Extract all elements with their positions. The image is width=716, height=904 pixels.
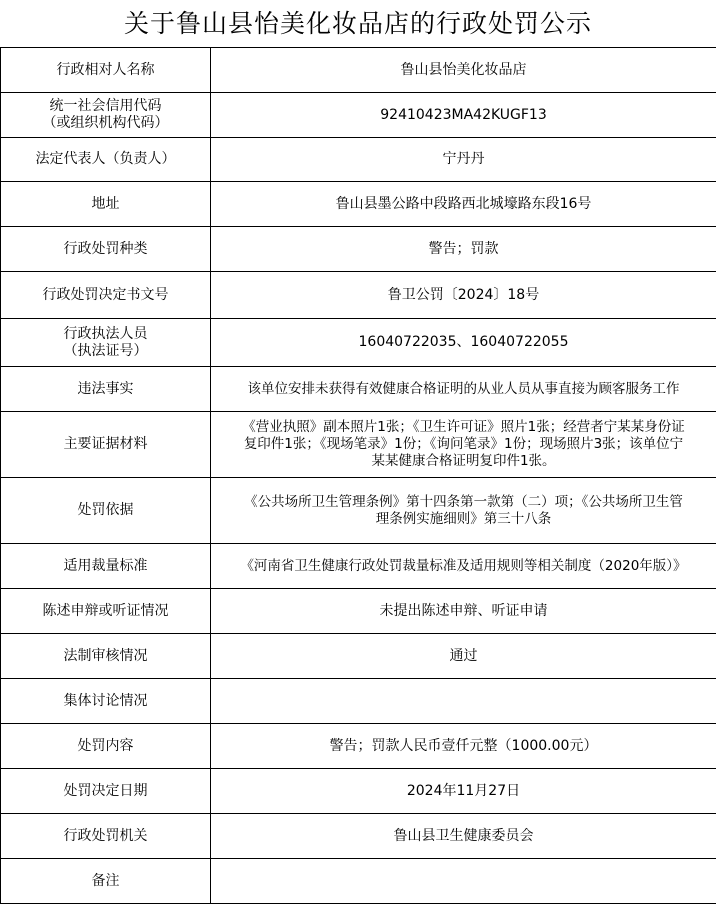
table-row (1, 319, 716, 367)
row-label-line: 行政处罚种类 (63, 240, 148, 257)
row-value-line: 2024年11月27日 (406, 782, 521, 799)
row-value (211, 769, 716, 814)
row-label-line: 处罚依据 (77, 502, 134, 518)
row-label (1, 48, 211, 93)
row-label (1, 859, 211, 904)
row-label-line: 处罚内容 (77, 737, 134, 754)
row-label (1, 724, 211, 769)
row-value (211, 478, 716, 544)
row-value-line: 鲁卫公罚〔2024〕18号 (387, 286, 540, 303)
row-label (1, 412, 211, 478)
row-label (1, 272, 211, 319)
row-value-line: 该单位安排未获得有效健康合格证明的从业人员从事直接为顾客服务工作 (247, 380, 680, 397)
row-value (211, 48, 716, 93)
row-value (211, 227, 716, 272)
row-value (211, 859, 716, 904)
row-value (211, 679, 716, 724)
table-row (1, 367, 716, 412)
table-row (1, 814, 716, 859)
row-value-line: 警告；罚款人民币壹仟元整（1000.00元） (329, 737, 598, 754)
row-label (1, 769, 211, 814)
row-label-line: 适用裁量标准 (63, 557, 148, 574)
row-value (211, 138, 716, 182)
row-value-line: 理条例实施细则》第三十八条 (375, 510, 552, 527)
row-label (1, 544, 211, 589)
row-value-line: 《公共场所卫生管理条例》第十四条第一款第（二）项；《公共场所卫生管 (244, 493, 683, 510)
row-value-line: 警告；罚款 (428, 240, 499, 257)
row-value-line: 宁丹丹 (442, 151, 485, 167)
row-label-line: 地址 (91, 195, 120, 212)
row-label (1, 227, 211, 272)
row-label (1, 367, 211, 412)
row-label-line: 违法事实 (77, 380, 134, 397)
row-value-line: 未提出陈述申辩、听证申请 (379, 602, 548, 619)
row-label-line: 法制审核情况 (63, 647, 148, 664)
row-label (1, 138, 211, 182)
row-label (1, 319, 211, 367)
row-label (1, 814, 211, 859)
row-label-line: 备注 (91, 872, 120, 889)
row-value-line: 《营业执照》副本照片1张；《卫生许可证》照片1张；经营者宁某某身份证 (242, 419, 685, 435)
row-value (211, 93, 716, 138)
table-row (1, 182, 716, 227)
row-value-line: 鲁山县墨公路中段路西北城壕路东段16号 (335, 195, 592, 212)
row-label-line: 主要证据材料 (63, 436, 148, 452)
row-value-line: 《河南省卫生健康行政处罚裁量标准及适用规则等相关制度（2020年版）》 (240, 557, 687, 574)
row-label (1, 93, 211, 138)
penalty-info-table (0, 47, 716, 904)
table-row (1, 724, 716, 769)
row-label-line: 处罚决定日期 (63, 782, 148, 799)
row-value (211, 814, 716, 859)
row-label-line: 陈述申辩或听证情况 (42, 602, 169, 619)
row-value (211, 544, 716, 589)
row-label-line: 行政处罚决定书文号 (42, 286, 169, 303)
row-value-line: 16040722035、16040722055 (358, 334, 569, 350)
row-label-line: 统一社会信用代码 (49, 98, 162, 114)
table-row (1, 544, 716, 589)
row-label-line: 集体讨论情况 (63, 692, 148, 709)
row-label (1, 679, 211, 724)
table-row (1, 634, 716, 679)
row-label-line: 行政相对人名称 (56, 61, 155, 78)
row-label-line: 行政执法人员 (63, 325, 148, 342)
row-value-line: 鲁山县卫生健康委员会 (393, 827, 534, 844)
row-label (1, 182, 211, 227)
row-value (211, 367, 716, 412)
row-label-line: 行政处罚机关 (63, 827, 148, 844)
row-value (211, 412, 716, 478)
table-row (1, 138, 716, 182)
row-value (211, 182, 716, 227)
row-label-line: （或组织机构代码） (42, 115, 169, 131)
table-row (1, 412, 716, 478)
row-label (1, 589, 211, 634)
row-value-line: 某某健康合格证明复印件1张。 (371, 453, 556, 469)
row-value (211, 724, 716, 769)
row-label-line: 法定代表人（负责人） (35, 151, 176, 167)
row-value (211, 634, 716, 679)
row-value-line: 92410423MA42KUGF13 (380, 106, 547, 123)
row-value (211, 272, 716, 319)
row-label-line: （执法证号） (63, 342, 148, 359)
table-row (1, 478, 716, 544)
page-title: 关于鲁山县怡美化妆品店的行政处罚公示 (123, 9, 592, 38)
row-value-line: 通过 (449, 647, 478, 664)
table-row (1, 589, 716, 634)
row-value (211, 319, 716, 367)
table-row (1, 679, 716, 724)
row-value (211, 589, 716, 634)
table-row (1, 769, 716, 814)
table-row (1, 272, 716, 319)
table-row (1, 227, 716, 272)
table-row (1, 48, 716, 93)
row-label (1, 478, 211, 544)
table-row (1, 93, 716, 138)
row-label (1, 634, 211, 679)
table-row (1, 859, 716, 904)
row-value-line: 复印件1张；《现场笔录》1份；《询问笔录》1份；现场照片3张；该单位宁 (243, 436, 684, 452)
row-value-line: 鲁山县怡美化妆品店 (400, 61, 527, 78)
